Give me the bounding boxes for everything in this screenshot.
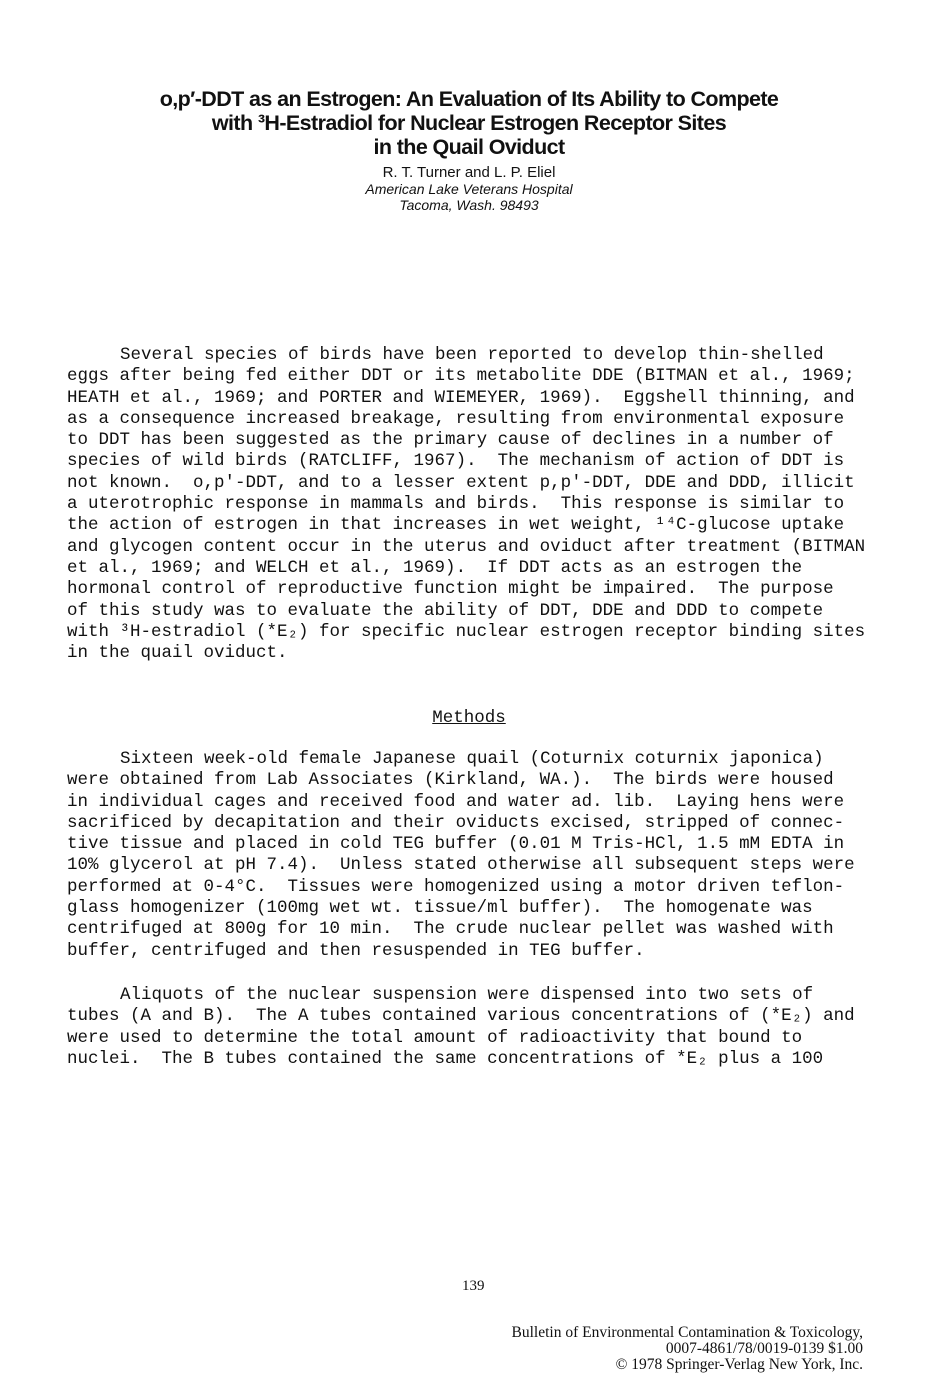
methods-heading: Methods xyxy=(432,708,506,728)
affiliation: American Lake Veterans Hospital xyxy=(365,181,573,197)
methods-paragraph-1 xyxy=(67,749,855,962)
text-line: tive tissue and placed in cold TEG buffer (0.01 M Tris-HCl, 1.5 mM EDTA in xyxy=(67,834,845,855)
text-line: nuclei. The B tubes contained the same concentrations of *E₂ plus a 100 xyxy=(67,1048,824,1069)
text-line: with ³H-estradiol (*E₂) for specific nuclear estrogen receptor binding sites xyxy=(67,621,866,642)
text-line: in the quail oviduct. xyxy=(67,643,288,664)
text-line: species of wild birds (RATCLIFF, 1967). The mechanism of action of DDT is xyxy=(67,451,845,472)
text-line: tubes (A and B). The A tubes contained various concentrations of (*E₂) and xyxy=(67,1006,855,1027)
journal-name: Bulletin of Environmental Contamination & Toxicology, xyxy=(511,1324,863,1341)
text-line: were used to determine the total amount of radioactivity that bound to xyxy=(67,1027,803,1048)
text-line: the action of estrogen in that increases in wet weight, ¹⁴C-glucose uptake xyxy=(67,515,845,536)
journal-code: 0007-4861/78/0019-0139 $1.00 xyxy=(665,1340,863,1357)
address: Tacoma, Wash. 98493 xyxy=(399,197,539,213)
text-line: Sixteen week-old female Japanese quail (Coturnix coturnix japonica) xyxy=(120,749,824,769)
methods-paragraph-2 xyxy=(67,985,855,1070)
text-line: Several species of birds have been reported to develop thin-shelled xyxy=(120,345,824,365)
text-line: performed at 0-4°C. Tissues were homogenized using a motor driven teflon- xyxy=(67,876,845,897)
text-line: hormonal control of reproductive function might be impaired. The purpose xyxy=(67,579,834,600)
text-line: a uterotrophic response in mammals and birds. This response is similar to xyxy=(67,494,845,515)
text-line: and glycogen content occur in the uterus and oviduct after treatment (BITMAN xyxy=(67,536,866,557)
text-line: HEATH et al., 1969; and PORTER and WIEMEYER, 1969). Eggshell thinning, and xyxy=(67,387,855,408)
text-line: to DDT has been suggested as the primary cause of declines in a number of xyxy=(67,430,834,451)
text-line: glass homogenizer (100mg wet wt. tissue/ml buffer). The homogenate was xyxy=(67,898,813,919)
title-line: o,p′-DDT as an Estrogen: An Evaluation of Its Ability to Compete xyxy=(159,87,779,111)
text-line: buffer, centrifuged and then resuspended in TEG buffer. xyxy=(67,940,645,961)
text-line: in individual cages and received food and water ad. lib. Laying hens were xyxy=(67,791,845,812)
text-line: eggs after being fed either DDT or its metabolite DDE (BITMAN et al., 1969; xyxy=(67,366,855,387)
paper-title xyxy=(0,87,938,159)
journal-footer xyxy=(512,1325,864,1373)
text-line: centrifuged at 800g for 10 min. The crude nuclear pellet was washed with xyxy=(67,919,834,940)
text-line: Aliquots of the nuclear suspension were dispensed into two sets of xyxy=(120,985,814,1005)
page-number: 139 xyxy=(462,1278,485,1294)
intro-paragraph xyxy=(67,345,865,664)
section-heading-methods xyxy=(0,708,938,728)
text-line: et al., 1969; and WELCH et al., 1969). If DDT acts as an estrogen the xyxy=(67,557,803,578)
text-line: of this study was to evaluate the ability of DDT, DDE and DDD to compete xyxy=(67,600,824,621)
authors: R. T. Turner and L. P. Eliel xyxy=(382,164,556,181)
text-line: as a consequence increased breakage, resulting from environmental exposure xyxy=(67,408,845,429)
text-line: 10% glycerol at pH 7.4). Unless stated otherwise all subsequent steps were xyxy=(67,855,855,876)
title-line: in the Quail Oviduct xyxy=(373,135,565,159)
author-block xyxy=(0,165,938,213)
copyright: © 1978 Springer-Verlag New York, Inc. xyxy=(615,1356,863,1373)
text-line: were obtained from Lab Associates (Kirkland, WA.). The birds were housed xyxy=(67,770,834,791)
text-line: sacrificed by decapitation and their oviducts excised, stripped of connec- xyxy=(67,812,845,833)
title-line: with ³H-Estradiol for Nuclear Estrogen Receptor Sites xyxy=(211,111,727,135)
text-line: not known. o,p'-DDT, and to a lesser extent p,p'-DDT, DDE and DDD, illicit xyxy=(67,472,855,493)
